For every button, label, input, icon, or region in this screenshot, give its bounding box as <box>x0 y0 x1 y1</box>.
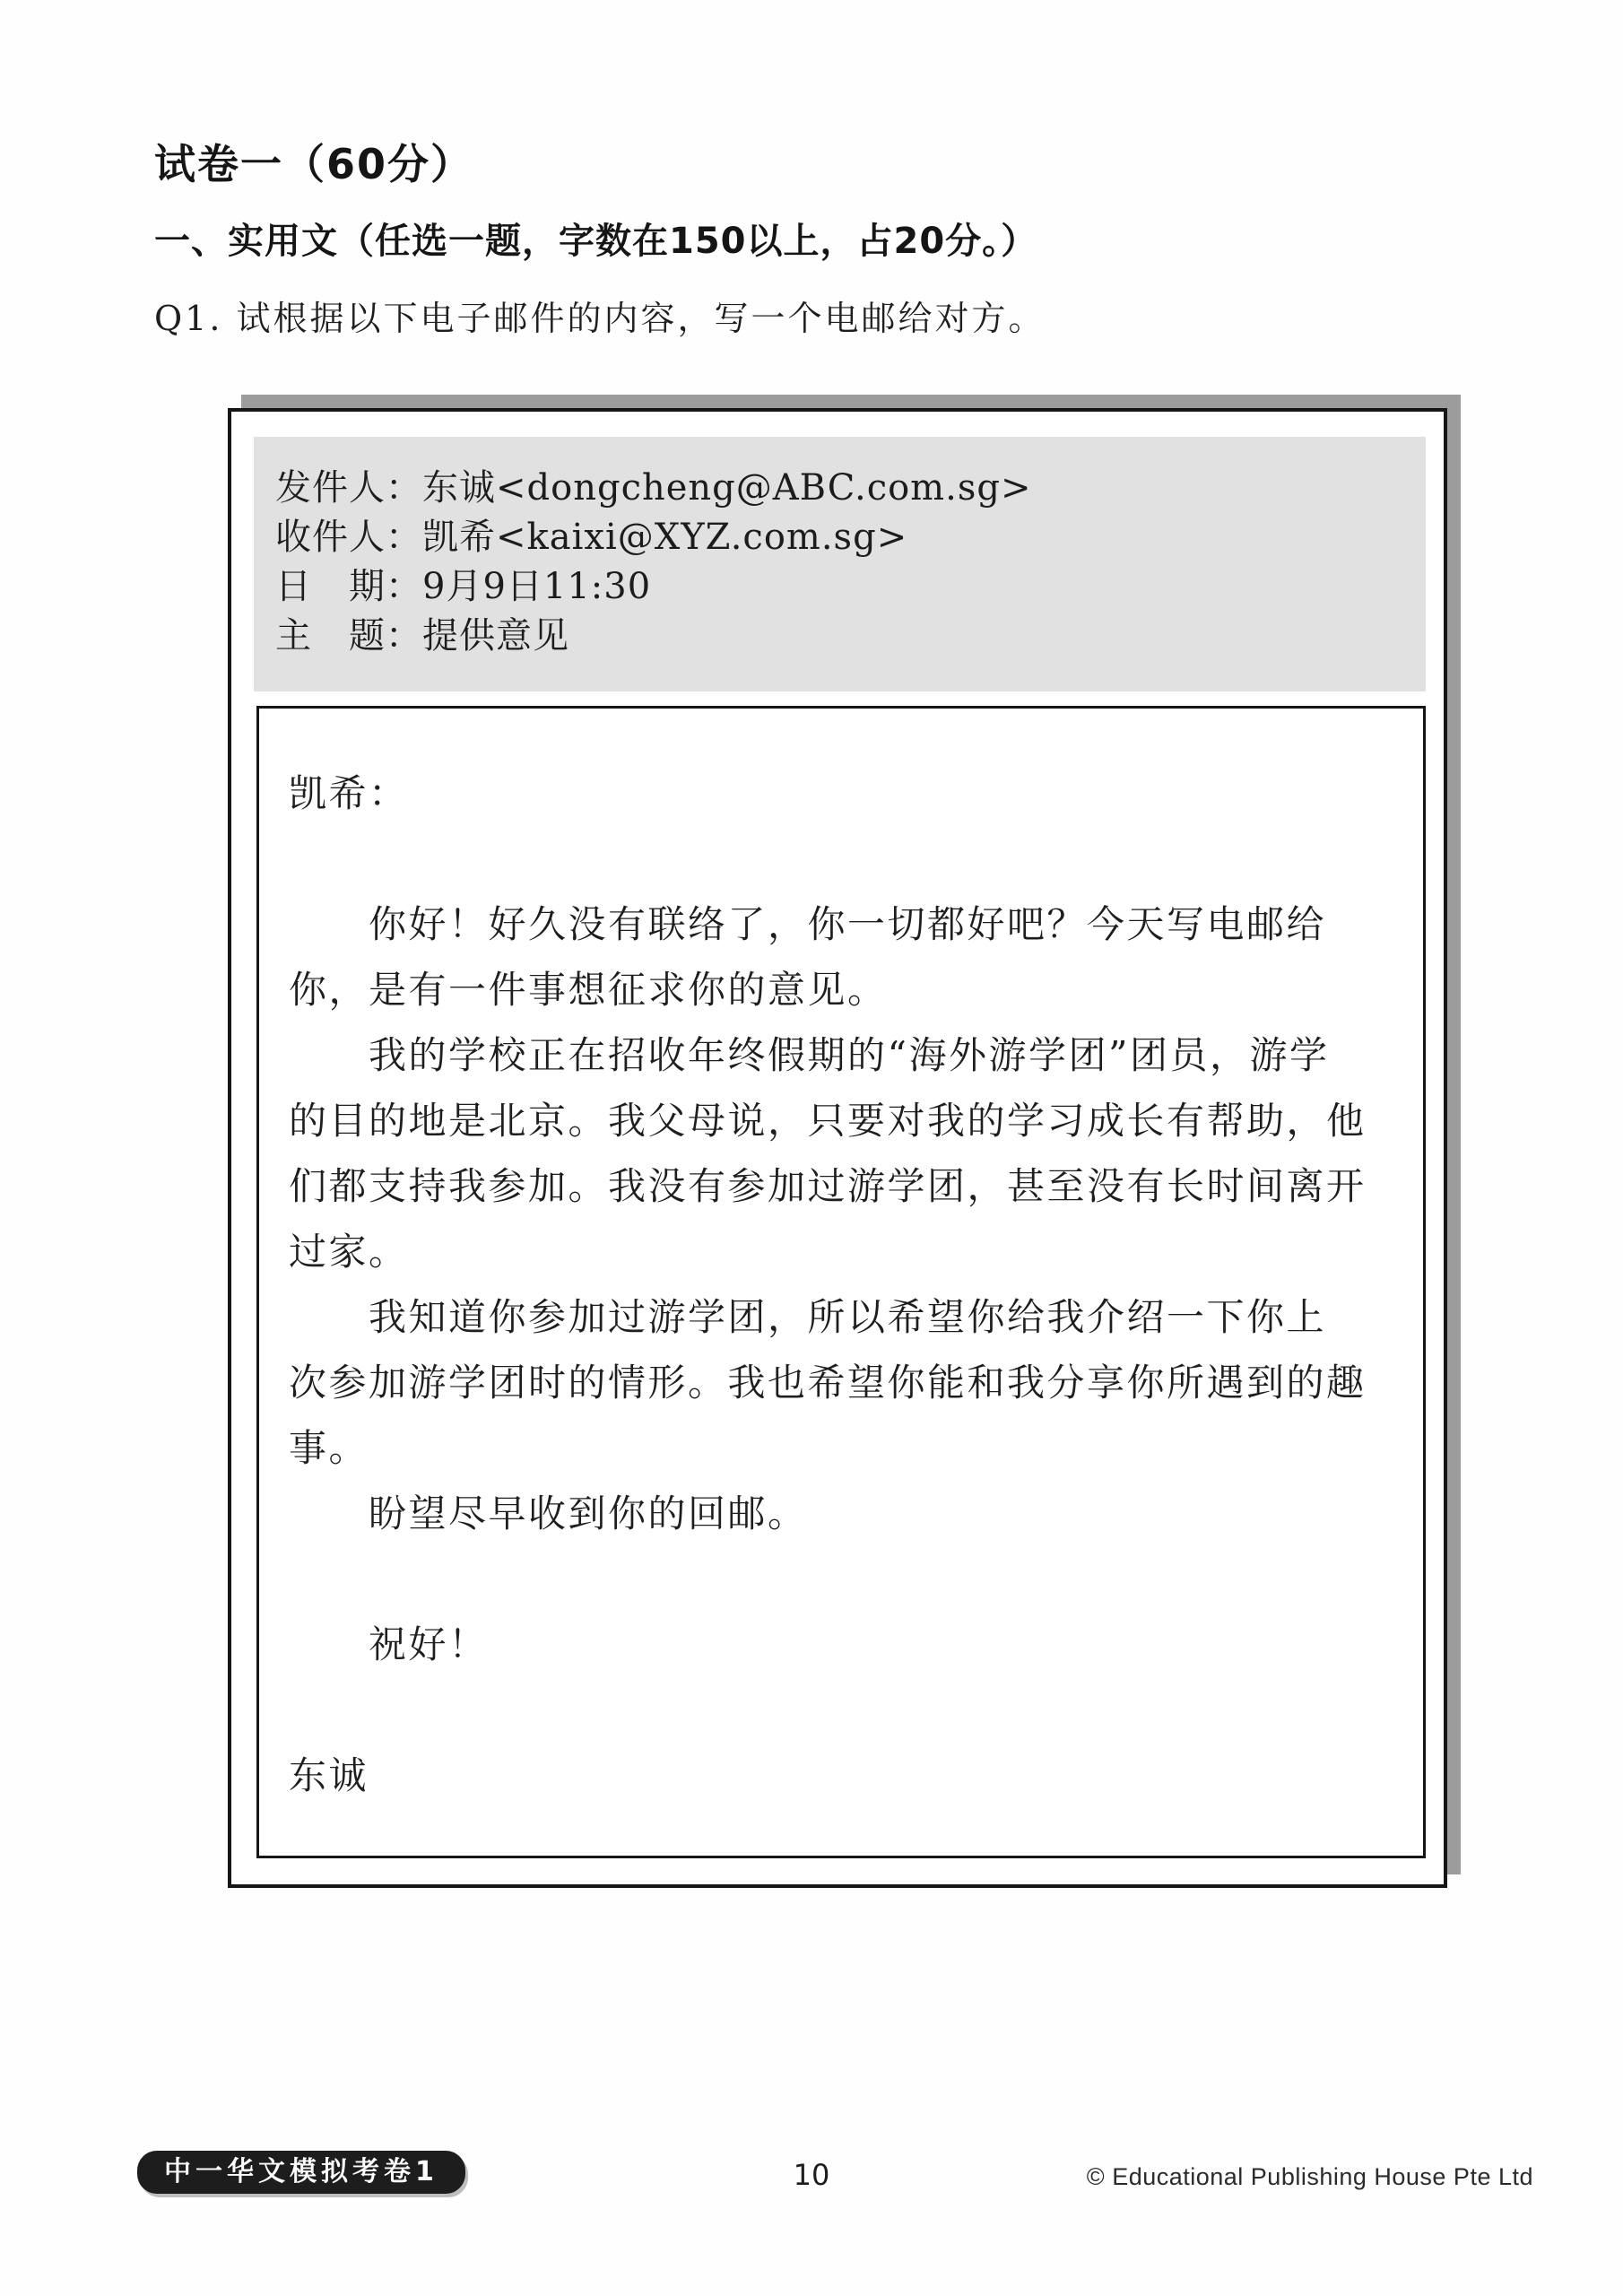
subject-label: 主 题： <box>275 615 422 657</box>
page-title: 试卷一（60分） <box>154 140 474 188</box>
email-body-line: 祝好！ <box>289 1622 489 1666</box>
email-body-line: 凯希： <box>289 771 409 815</box>
date-label: 日 期： <box>275 566 422 607</box>
email-body-line: 东诚 <box>289 1753 369 1797</box>
page-number: 10 <box>793 2158 830 2192</box>
header-row-to <box>275 513 1417 562</box>
to-value: 凯希<kaixi@XYZ.com.sg> <box>422 517 908 558</box>
email-body-line <box>289 1677 1405 1743</box>
header-row-date <box>275 562 1417 612</box>
footer-series-badge: 中一华文模拟考卷1 <box>137 2151 465 2194</box>
email-body-line: 你，是有一件事想征求你的意见。 <box>289 968 888 1012</box>
email-body-line: 们都支持我参加。我没有参加过游学团，甚至没有长时间离开 <box>289 1164 1367 1208</box>
email-body-line: 次参加游学团时的情形。我也希望你能和我分享你所遇到的趣 <box>289 1361 1367 1405</box>
header-row-from <box>275 464 1417 513</box>
date-value: 9月9日11:30 <box>422 566 652 607</box>
email-header <box>254 437 1426 691</box>
subject-value: 提供意见 <box>422 615 569 657</box>
from-label: 发件人： <box>275 467 422 509</box>
email-body-line: 过家。 <box>289 1230 409 1274</box>
to-label: 收件人： <box>275 517 422 558</box>
email-body-line: 的目的地是北京。我父母说，只要对我的学习成长有帮助，他 <box>289 1099 1367 1143</box>
section-heading: 一、实用文（任选一题，字数在150以上，占20分。） <box>154 221 1038 262</box>
from-value: 东诚<dongcheng@ABC.com.sg> <box>422 467 1032 509</box>
email-body-line: 盼望尽早收到你的回邮。 <box>289 1492 808 1535</box>
copyright-text: © Educational Publishing House Pte Ltd <box>1086 2163 1533 2190</box>
question-text: Q1. 试根据以下电子邮件的内容，写一个电邮给对方。 <box>154 299 1046 338</box>
email-body <box>256 706 1426 1858</box>
header-row-subject <box>275 612 1417 661</box>
email-body-line <box>289 1546 1405 1612</box>
email-body-line: 我知道你参加过游学团，所以希望你给我介绍一下你上 <box>289 1295 1327 1339</box>
email-body-line <box>289 826 1405 891</box>
email-body-line: 你好！好久没有联络了，你一切都好吧？今天写电邮给 <box>289 902 1327 946</box>
email-body-line: 事。 <box>289 1426 369 1470</box>
email-body-line: 我的学校正在招收年终假期的“海外游学团”团员，游学 <box>289 1033 1330 1077</box>
email-card <box>228 408 1447 1888</box>
